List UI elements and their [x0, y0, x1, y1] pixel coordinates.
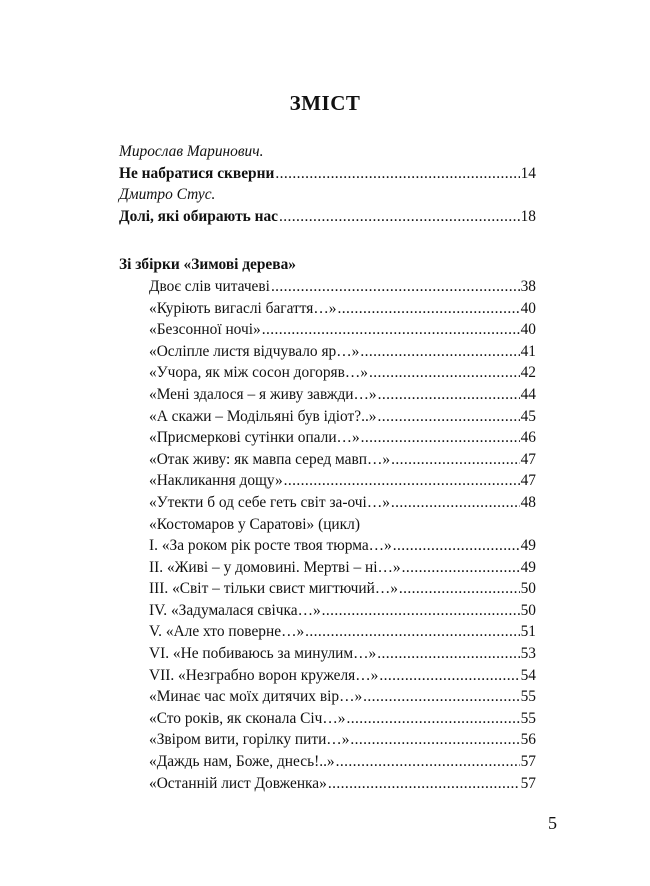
- dot-leader: [378, 406, 520, 428]
- toc-entry-title: «Отак живу: як мавпа серед мавп…»: [149, 450, 391, 468]
- toc-author: Дмитро Стус.: [119, 186, 216, 204]
- toc-entry[interactable]: [149, 449, 536, 471]
- entries-group-a: [119, 276, 536, 514]
- toc-entry-page: 40: [520, 321, 536, 339]
- toc-entry-page: 55: [520, 709, 536, 727]
- toc-entry-title: «Сто років, як сконала Січ…»: [149, 709, 346, 727]
- toc-entry-title: «Останній лист Довженка»: [149, 774, 327, 792]
- toc-entry[interactable]: [149, 729, 536, 751]
- toc-entry-title: «Учора, як між сосон догоряв…»: [149, 364, 368, 382]
- toc-entry-page: 42: [520, 364, 536, 382]
- dot-leader: [271, 276, 520, 298]
- dot-leader: [322, 600, 520, 622]
- toc-entry-page: 47: [520, 450, 536, 468]
- dot-leader: [360, 341, 519, 363]
- toc-entry-page: 48: [520, 493, 536, 511]
- toc-entry[interactable]: [149, 773, 536, 795]
- toc-entry[interactable]: [149, 535, 536, 557]
- dot-leader: [350, 729, 519, 751]
- toc-entry-title: ІІІ. «Світ – тільки свист мигтючий…»: [149, 580, 398, 598]
- toc-entry-title: «Осліпле листя відчувало яр…»: [149, 342, 360, 360]
- dot-leader: [369, 362, 520, 384]
- toc-entry-title: Долі, які обирають нас: [119, 207, 279, 225]
- toc-entry-page: 44: [520, 385, 536, 403]
- dot-leader: [305, 621, 519, 643]
- table-of-contents: [119, 141, 536, 794]
- dot-leader: [336, 751, 520, 773]
- toc-entry[interactable]: [149, 578, 536, 600]
- toc-entry-title: «Мені здалося – я живу завжди…»: [149, 385, 377, 403]
- toc-entry-page: 57: [520, 774, 536, 792]
- toc-entry-page: 49: [520, 558, 536, 576]
- dot-leader: [337, 298, 519, 320]
- toc-entry-title: VII. «Незграбно ворон кружеля…»: [149, 666, 379, 684]
- dot-leader: [377, 643, 519, 665]
- toc-entry-page: 41: [520, 342, 536, 360]
- toc-entry-title: «Безсонної ночі»: [149, 321, 261, 339]
- dot-leader: [399, 578, 520, 600]
- toc-entry-title: VI. «Не побиваюсь за минулим…»: [149, 645, 377, 663]
- cycle-heading: «Костомаров у Саратові» (цикл): [149, 515, 360, 533]
- toc-entry-page: 55: [520, 688, 536, 706]
- toc-entry-page: 45: [520, 407, 536, 425]
- toc-entry[interactable]: [149, 557, 536, 579]
- dot-leader: [391, 492, 520, 514]
- toc-entry-title: «Утекти б од себе геть світ за-очі…»: [149, 493, 390, 511]
- dot-leader: [402, 557, 520, 579]
- toc-entry-title: V. «Але хто поверне…»: [149, 623, 305, 641]
- toc-entry[interactable]: [119, 206, 536, 228]
- toc-entry-page: 18: [520, 207, 536, 225]
- toc-entry-title: «Накликання дощу»: [149, 472, 283, 490]
- toc-entry-page: 49: [520, 537, 536, 555]
- dot-leader: [363, 686, 519, 708]
- toc-entry-page: 40: [520, 299, 536, 317]
- dot-leader: [347, 708, 520, 730]
- toc-entry[interactable]: [149, 276, 536, 298]
- dot-leader: [393, 535, 520, 557]
- dot-leader: [275, 163, 519, 185]
- toc-entry[interactable]: [149, 708, 536, 730]
- page-title: ЗМІСТ: [289, 91, 361, 115]
- section-spacer: [119, 227, 536, 254]
- toc-entry-page: 14: [520, 164, 536, 182]
- toc-entry-title: Не набратися скверни: [119, 164, 275, 182]
- toc-entry-title: IV. «Задумалася свічка…»: [149, 601, 321, 619]
- toc-entry[interactable]: [149, 492, 536, 514]
- toc-entry-title: Двоє слів читачеві: [149, 277, 270, 295]
- toc-entry-page: 50: [520, 580, 536, 598]
- toc-entry-title: «Минає час моїх дитячих вір…»: [149, 688, 363, 706]
- toc-entry[interactable]: [149, 406, 536, 428]
- toc-entry[interactable]: [149, 470, 536, 492]
- toc-entry-page: 57: [520, 753, 536, 771]
- toc-entry[interactable]: [149, 341, 536, 363]
- toc-entry-title: «Даждь нам, Боже, днесь!..»: [149, 753, 335, 771]
- toc-author: Мирослав Маринович.: [119, 143, 264, 160]
- toc-entry-title: «Присмеркові сутінки опали…»: [149, 429, 360, 447]
- dot-leader: [279, 206, 520, 228]
- toc-entry-title: «Куріють вигаслі багаття…»: [149, 299, 337, 317]
- toc-entry-page: 46: [520, 429, 536, 447]
- dot-leader: [262, 319, 520, 341]
- toc-entry-page: 50: [520, 601, 536, 619]
- toc-entry-page: 56: [520, 731, 536, 749]
- toc-entry-title: «А скажи – Модільяні був ідіот?..»: [149, 407, 377, 425]
- toc-entry[interactable]: [149, 319, 536, 341]
- dot-leader: [284, 470, 520, 492]
- toc-entry[interactable]: [149, 686, 536, 708]
- toc-entry-title: «Звіром вити, горілку пити…»: [149, 731, 350, 749]
- toc-entry-title: І. «За роком рік росте твоя тюрма…»: [149, 537, 392, 555]
- toc-entry-page: 38: [520, 277, 536, 295]
- toc-entry-title: ІІ. «Живі – у домовині. Мертві – ні…»: [149, 558, 401, 576]
- toc-entry[interactable]: [149, 751, 536, 773]
- dot-leader: [378, 384, 520, 406]
- dot-leader: [328, 773, 520, 795]
- toc-entry-page: 53: [520, 645, 536, 663]
- toc-entry[interactable]: [149, 621, 536, 643]
- toc-entry[interactable]: [149, 384, 536, 406]
- toc-entry-page: 47: [520, 472, 536, 490]
- toc-entry[interactable]: [149, 600, 536, 622]
- toc-entry[interactable]: [119, 163, 536, 185]
- toc-entry[interactable]: [149, 298, 536, 320]
- dot-leader: [361, 427, 520, 449]
- toc-entry[interactable]: [149, 362, 536, 384]
- toc-entry[interactable]: [149, 665, 536, 687]
- section-heading: Зі збірки «Зимові дерева»: [119, 256, 296, 274]
- entries-group-b: [119, 535, 536, 794]
- page-number: 5: [548, 813, 557, 833]
- dot-leader: [391, 449, 520, 471]
- toc-entry[interactable]: [149, 643, 536, 665]
- toc-entry[interactable]: [149, 427, 536, 449]
- toc-entry-page: 54: [520, 666, 536, 684]
- toc-entry-page: 51: [520, 623, 536, 641]
- dot-leader: [379, 665, 519, 687]
